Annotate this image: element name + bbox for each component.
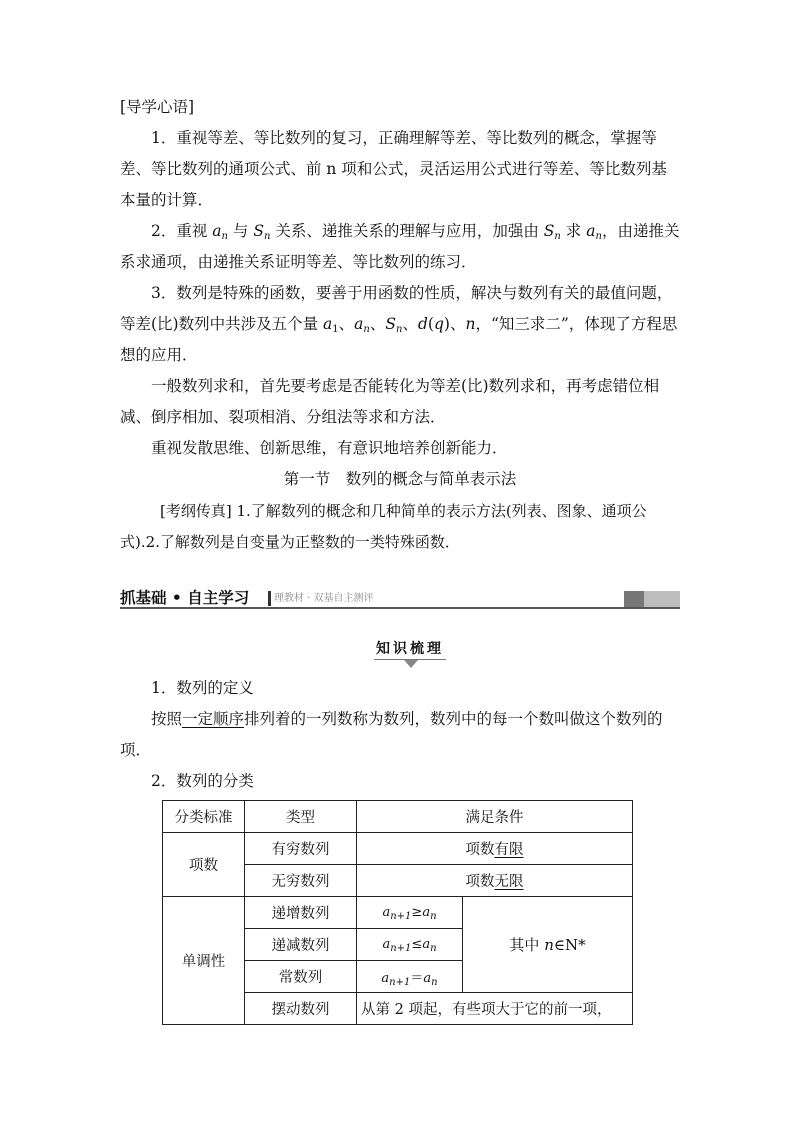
guide-paragraph-5: 重视发散思维、创新思维，有意识地培养创新能力． [151, 439, 508, 457]
condition-increasing: $a_{n+1}\ge a_n$ [357, 897, 463, 929]
table-row [163, 833, 633, 865]
header-type: 类型 [245, 801, 357, 833]
table-row [163, 897, 633, 929]
band-decor-dark [624, 591, 644, 607]
condition-natural-note: 其中 n∈N* [463, 897, 633, 993]
down-triangle-icon [404, 660, 418, 668]
classification-table [162, 800, 633, 1025]
criterion-monotone: 单调性 [163, 897, 245, 1025]
condition-infinite: 项数无限 [357, 865, 633, 897]
guide-paragraph-3: 3．数列是特殊的函数，要善于用函数的性质，解决与数列有关的最值问题，等差(比)数列中共涉及五个量 $a_1$、$a_n$、$S_n$、d(q)、n，“知三求二”，体现了方程思想的应用． [120, 284, 678, 364]
type-increasing: 递增数列 [245, 897, 357, 929]
definition-key-term: 一定顺序 [182, 710, 245, 728]
guide-heading: [导学心语] [120, 98, 195, 116]
header-condition: 满足条件 [357, 801, 633, 833]
condition-oscillating: 从第 2 项起，有些项大于它的前一项， [357, 993, 633, 1025]
section-title: 第一节 数列的概念与简单表示法 [283, 470, 517, 488]
section-band [120, 588, 680, 608]
criterion-items: 项数 [163, 833, 245, 897]
definition-heading: 1．数列的定义 [151, 679, 254, 697]
syllabus-paragraph: [考纲传真] 1.了解数列的概念和几种简单的表示方法(列表、图象、通项公式).2.了解数列是自变量为正整数的一类特殊函数． [120, 502, 647, 551]
condition-decreasing: $a_{n+1}\le a_n$ [357, 929, 463, 961]
band-title: 抓基础 • 自主学习 [120, 589, 250, 607]
type-finite: 有穷数列 [245, 833, 357, 865]
classification-heading: 2．数列的分类 [151, 772, 254, 790]
definition-paragraph: 按照一定顺序排列着的一列数称为数列，数列中的每一个数叫做这个数列的项． [120, 710, 663, 759]
band-decor-light [644, 591, 680, 607]
type-oscillating: 摆动数列 [245, 993, 357, 1025]
header-criterion: 分类标准 [163, 801, 245, 833]
guide-paragraph-2: 2．重视 $a_n$ 与 $S_n$ 关系、递推关系的理解与应用，加强由 $S_n$ 求 $a_n$，由递推关系求通项，由递推关系证明等差、等比数列的练习． [120, 222, 680, 271]
type-decreasing: 递减数列 [245, 929, 357, 961]
band-subtitle: 理教材 · 双基自主测评 [274, 593, 374, 604]
guide-paragraph-4: 一般数列求和，首先要考虑是否能转化为等差(比)数列求和，再考虑错位相减、倒序相加、裂项相消、分组法等求和方法． [120, 377, 660, 426]
type-infinite: 无穷数列 [245, 865, 357, 897]
band-separator [268, 591, 271, 606]
condition-finite: 项数有限 [357, 833, 633, 865]
table-header-row [163, 801, 633, 833]
type-constant: 常数列 [245, 961, 357, 993]
syllabus-label: [考纲传真] [160, 502, 232, 520]
guide-paragraph-1: 1．重视等差、等比数列的复习，正确理解等差、等比数列的概念，掌握等差、等比数列的通项公式、前 n 项和公式，灵活运用公式进行等差、等比数列基本量的计算． [120, 129, 667, 209]
knowledge-title: 知识梳理 [360, 638, 460, 658]
condition-constant: $a_{n+1}=a_n$ [357, 961, 463, 993]
band-rule [120, 607, 680, 609]
